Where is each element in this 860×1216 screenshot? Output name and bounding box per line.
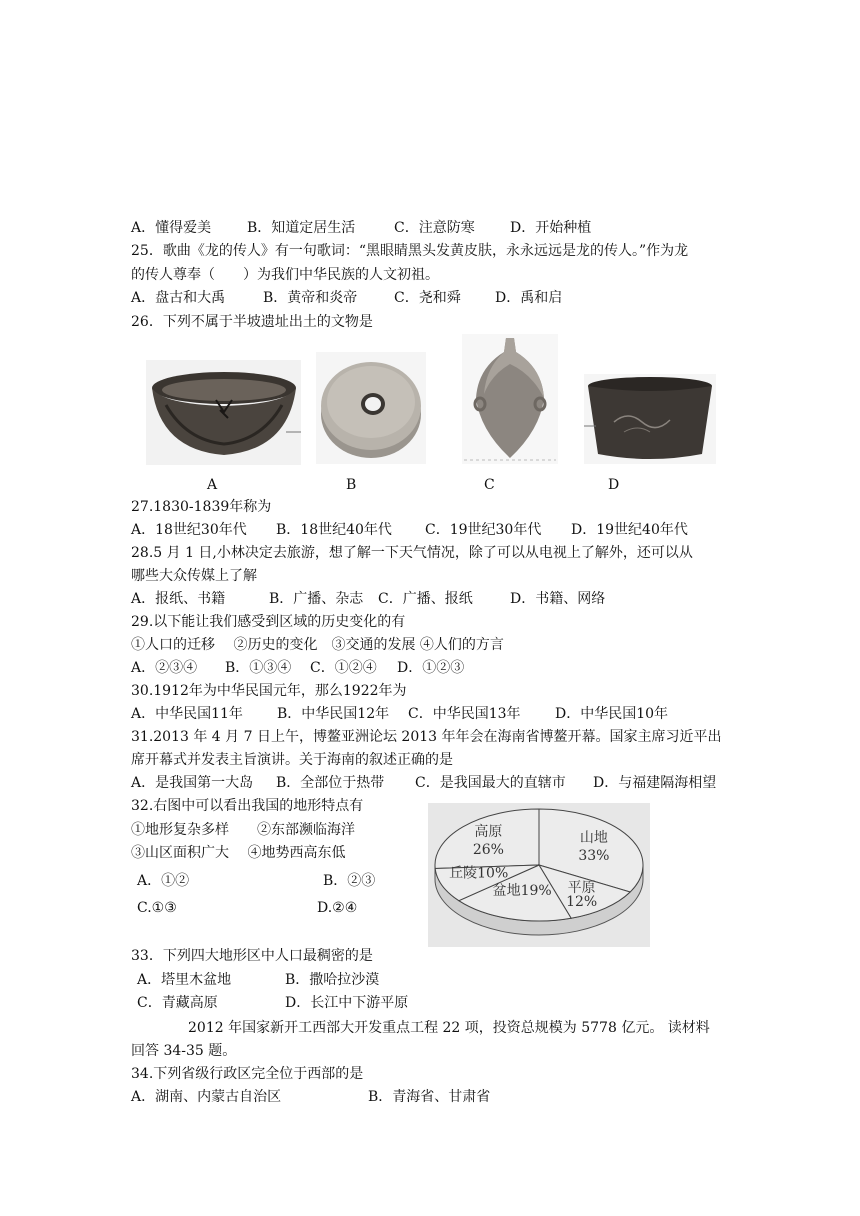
q32-items-line1: ①地形复杂多样 ②东部濒临海洋: [131, 822, 355, 838]
q29-stem: 29.以下能让我们感受到区域的历史变化的有: [131, 614, 406, 630]
pie-category-label: 高原: [474, 823, 503, 840]
q27-option-d: D．19世纪40年代: [571, 522, 688, 538]
q33-option-b: B．撒哈拉沙漠: [285, 972, 380, 988]
q28-option-a: A．报纸、书籍: [131, 591, 226, 607]
q29-option-a: A．②③④: [131, 660, 198, 676]
q28-option-c: C．广播、报纸: [378, 591, 473, 607]
q27-option-a: A．18世纪30年代: [131, 522, 247, 538]
pottery-pot-artifact-image: [584, 374, 716, 464]
q30-option-a: A．中华民国11年: [131, 706, 243, 722]
q32-option-c: C.①③: [137, 900, 177, 916]
pointed-bottle-artifact-image: [462, 334, 558, 464]
q24-option-d: D．开始种植: [510, 220, 592, 236]
q32-option-a: A．①②: [137, 873, 190, 889]
pie-value-label: 26%: [472, 841, 504, 858]
q33-option-d: D．长江中下游平原: [285, 995, 409, 1011]
q30-option-b: B．中华民国12年: [277, 706, 390, 722]
pie-value-label: 33%: [578, 848, 610, 865]
q30-option-d: D．中华民国10年: [555, 706, 669, 722]
pie-category-label: 丘陵10%: [449, 865, 509, 882]
q25-option-c: C．尧和舜: [394, 290, 461, 306]
artifact-label-b: B: [346, 477, 357, 493]
q28-stem-line2: 哪些大众传媒上了解: [131, 568, 257, 584]
q31-option-b: B．全部位于热带: [276, 775, 385, 791]
q28-option-b: B．广播、杂志: [269, 591, 364, 607]
q32-option-d: D.②④: [317, 900, 358, 916]
q30-stem: 30.1912年为中华民国元年，那么1922年为: [131, 683, 407, 699]
q34-option-b: B．青海省、甘肃省: [368, 1089, 491, 1105]
terrain-pie-chart: [428, 803, 650, 947]
q29-option-d: D．①②③: [397, 660, 465, 676]
q28-option-d: D．书籍、网络: [510, 591, 606, 607]
q27-option-c: C．19世纪30年代: [425, 522, 542, 538]
pie-value-label: 12%: [566, 893, 598, 910]
q29-items: ①人口的迁移 ②历史的变化 ③交通的发展 ④人们的方言: [131, 637, 504, 653]
q28-stem-line1: 28.5 月 1 日,小林决定去旅游，想了解一下天气情况，除了可以从电视上了解外，还可以从: [131, 545, 693, 561]
q25-option-d: D．禹和启: [495, 290, 563, 306]
q31-option-d: D．与福建隔海相望: [593, 775, 717, 791]
q25-option-b: B．黄帝和炎帝: [263, 290, 358, 306]
artifact-label-c: C: [484, 477, 495, 493]
q31-stem-line2: 席开幕式并发表主旨演讲。关于海南的叙述正确的是: [131, 752, 453, 768]
q33-stem: 33．下列四大地形区中人口最稠密的是: [131, 948, 373, 964]
spindle-whorl-artifact-image: [316, 352, 426, 464]
artifact-label-d: D: [608, 477, 620, 493]
q30-option-c: C．中华民国13年: [408, 706, 521, 722]
artifact-label-a: A: [207, 477, 218, 493]
q31-option-c: C．是我国最大的直辖市: [415, 775, 566, 791]
pie-category-label: 盆地19%: [492, 883, 552, 900]
q32-items-line2: ③山区面积广大 ④地势西高东低: [131, 845, 346, 861]
q34-option-a: A．湖南、内蒙古自治区: [131, 1089, 282, 1105]
q29-option-c: C．①②④: [310, 660, 377, 676]
bowl-artifact-image: [146, 360, 301, 465]
q25-option-a: A．盘古和大禹: [131, 290, 226, 306]
q31-stem-line1: 31.2013 年 4 月 7 日上午，博鳌亚洲论坛 2013 年年会在海南省博鳌开幕。国家主席习近平出: [131, 729, 722, 745]
q24-option-b: B．知道定居生活: [247, 220, 356, 236]
q29-option-b: B．①③④: [225, 660, 292, 676]
q33-option-a: A．塔里木盆地: [137, 972, 232, 988]
q25-stem-line1: 25．歌曲《龙的传人》有一句歌词：“黑眼睛黑头发黄皮肤，永永远远是龙的传人。”作为龙: [131, 243, 689, 259]
pie-category-label: 平原: [567, 879, 596, 896]
q32-option-b: B．②③: [323, 873, 376, 889]
q26-stem: 26．下列不属于半坡遗址出土的文物是: [131, 314, 373, 330]
q33-option-c: C．青藏高原: [137, 995, 218, 1011]
q24-option-a: A．懂得爱美: [131, 220, 212, 236]
pie-category-label: 山地: [579, 830, 608, 847]
q31-option-a: A．是我国第一大岛: [131, 775, 254, 791]
q32-stem: 32.右图中可以看出我国的地形特点有: [131, 798, 364, 814]
material-line1: 2012 年国家新开工西部大开发重点工程 22 项，投资总规模为 5778 亿元。 读材料: [188, 1020, 710, 1036]
q24-option-c: C．注意防寒: [394, 220, 475, 236]
material-line2: 回答 34-35 题。: [131, 1043, 237, 1059]
q25-stem-line2: 的传人尊奉（ ）为我们中华民族的人文初祖。: [131, 267, 439, 283]
q34-stem: 34.下列省级行政区完全位于西部的是: [131, 1066, 364, 1082]
q27-stem: 27.1830-1839年称为: [131, 499, 272, 515]
q27-option-b: B．18世纪40年代: [276, 522, 392, 538]
